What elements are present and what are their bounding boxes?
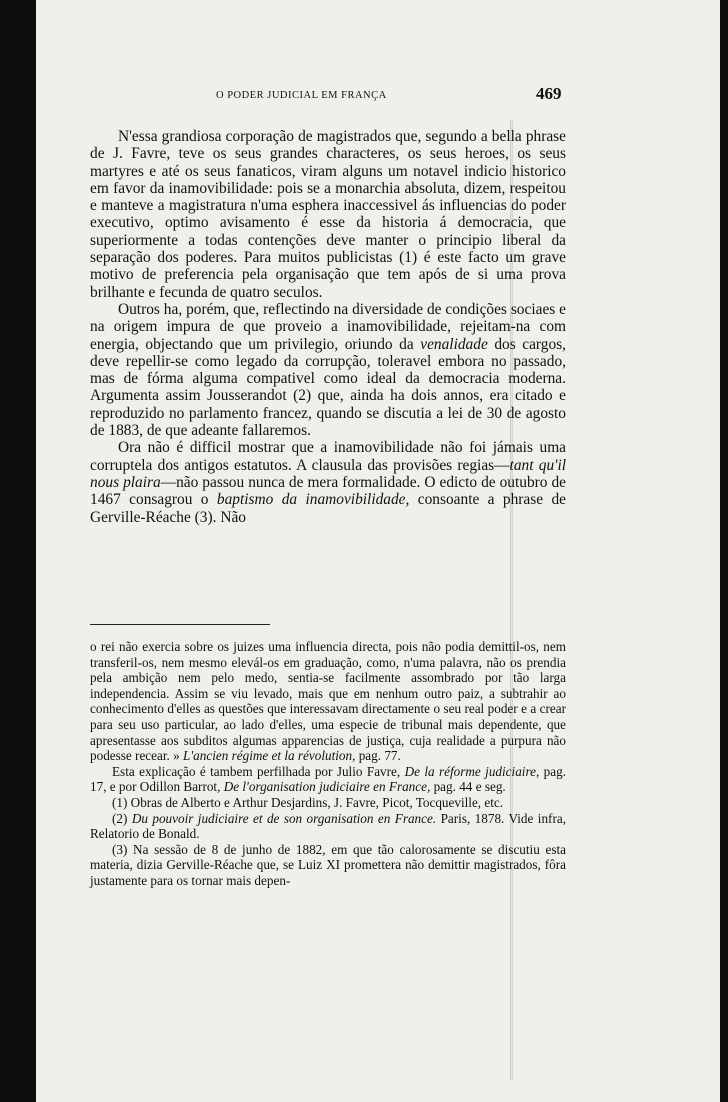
footnote-citation-page: pag. 77. (355, 748, 401, 764)
footnote-favre (90, 764, 566, 795)
footnote-separator (90, 624, 270, 625)
paragraph-3-text-c: consoante a phrase de Gerville-Réache (3). Não (90, 491, 566, 526)
footnote-continuation (90, 639, 566, 764)
footnote-continuation-text: o rei não exercia sobre os juizes uma influencia directa, pois não podia demittil-os, nem transferil-os, nem mesmo elevál-os em graduação, como, n'uma palavra, não os prendia pela ambição nem pelo medo, sentia-se facilmente assombrado por tão larga independencia. Assim se viu levado, mais que em nenhum outro paiz, a subtrahir ao conhecimento d'elles as questões que interessavam directamente o seu real poder e a crear para seu uso particular, ao lado d'elles, uma especie de tribunal mais dependente, que apresentasse aos subditos algumas apparencias de justiça, cuja realidade a purpura não podesse recear. » (90, 639, 566, 764)
footnote-favre-text-c: pag. 44 e seg. (430, 779, 506, 795)
footnote-2-text: Paris, 1878. Vide infra, Relatorio de Bonald. (90, 810, 566, 842)
footnote-favre-italic-2: De l'organisation judiciaire en France, (223, 779, 431, 795)
footnote-2 (90, 811, 566, 842)
footnote-1: (1) Obras de Alberto e Arthur Desjardins, J. Favre, Picot, Tocqueville, etc. (112, 794, 504, 810)
footnote-favre-italic-1: De la réforme judiciaire, (404, 763, 540, 779)
paragraph-3-text-b: —não passou nunca de mera formalidade. O edicto de outubro de 1467 consagrou o (90, 473, 566, 509)
running-title: O PODER JUDICIAL EM FRANÇA (216, 90, 387, 101)
footnote-3: (3) Na sessão de 8 de junho de 1882, em que tão calorosamente se discutiu esta materia, dizia Gerville-Réache que, se Luiz XI promettera não demittir magistrados, fôra justamente para os tornar mais depen- (90, 841, 566, 888)
paragraph-1: N'essa grandiosa corporação de magistrados que, segundo a bella phrase de J. Favre, teve os seus grandes characteres, os seus heroes, os seus martyres e até os seus fanaticos, viram alguns um notavel indicio historico em favor da inamovibilidade: pois se a monarchia absoluta, dizem, respeitou e manteve a magistratura n'uma esphera inaccessivel ás influencias do poder executivo, optimo avisamento é esse da historia á democracia, que superiormente a todas contenções deve manter o principio liberal da separação dos poderes. Para muitos publicistas (1) é este facto um grave motivo de preferencia pela organisação que tem após de si uma prova brilhante e fecunda de quatro seculos. (90, 128, 566, 301)
footnote-favre-text-a: Esta explicação é tambem perfilhada por Julio Favre, (112, 763, 405, 779)
paragraph-3 (90, 439, 566, 525)
footnotes (90, 639, 566, 889)
paragraph-3-italic-1: tant qu'il nous plaira (90, 456, 566, 491)
book-page (36, 0, 720, 1102)
footnote-favre-text-b: pag. 17, e por Odillon Barrot, (90, 763, 566, 795)
paragraph-3-text-a: Ora não é difficil mostrar que a inamovibilidade não foi jámais uma corruptela dos antigos estatutos. A clausula das provisões regias— (90, 439, 566, 474)
paragraph-2-text-a: Outros ha, porém, que, reflectindo na diversidade de condições sociaes e na origem impura de que proveio a inamovibilidade, rejeitam-na com energia, objectando que um privilegio, oriundo da (90, 300, 566, 353)
page-number: 469 (536, 84, 562, 103)
footnote-2-marker: (2) (112, 810, 132, 826)
footnote-2-italic: Du pouvoir judiciaire et de son organisation en France. (131, 810, 437, 826)
footnote-citation-italic: L'ancien régime et la révolution, (183, 748, 356, 764)
paragraph-3-italic-2: baptismo da inamovibilidade, (216, 491, 410, 509)
paragraph-2-italic: venalidade (420, 335, 488, 353)
paragraph-2-text-b: dos cargos, deve repellir-se como legado da corrupção, toleravel embora no passado, mas de fórma alguma compativel como ideal da democracia moderna. Argumenta assim Jousserandot (2) que, ainda ha dois annos, era citado e reproduzido no parlamento francez, quando se discutia a lei de 30 de agosto de 1883, de que adeante fallaremos. (90, 335, 567, 440)
paragraph-2 (90, 301, 566, 439)
main-text (90, 128, 566, 526)
